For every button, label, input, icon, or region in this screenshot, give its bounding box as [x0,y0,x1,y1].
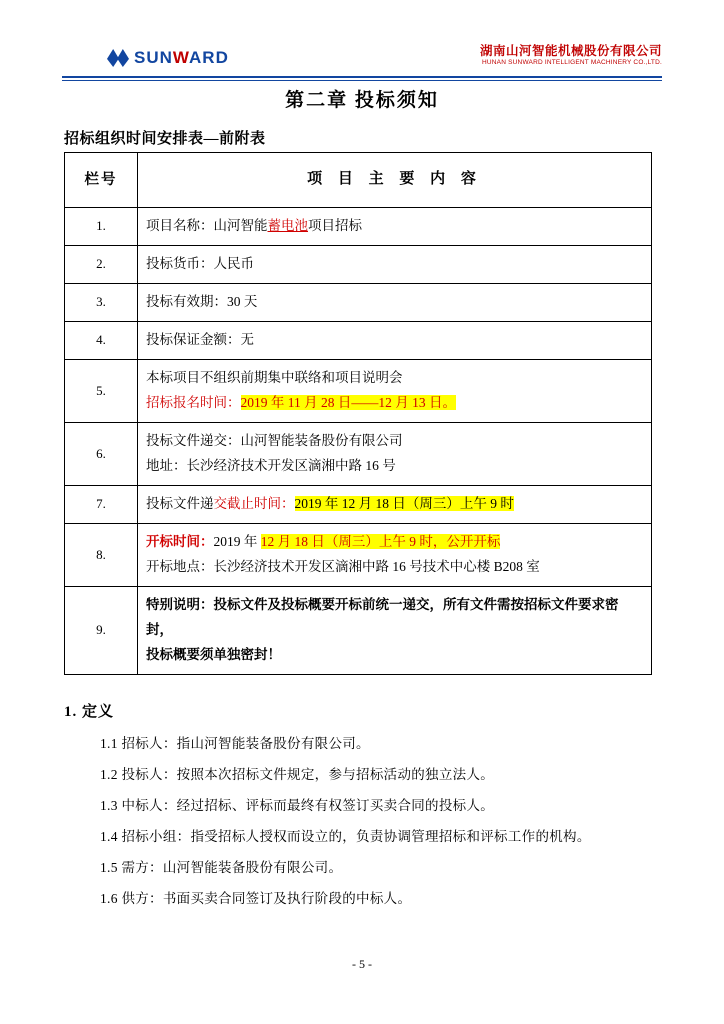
row-content [138,245,652,283]
text-segment: 2019 年 12 月 18 日（周三）上午 9 时 [294,495,514,511]
definition-item: 1.1 招标人：指山河智能装备股份有限公司。 [100,736,370,751]
text-segment: 投标文件递 [146,495,214,511]
section-title: 招标组织时间安排表—前附表 [64,131,266,147]
company-name-cn: 湖南山河智能机械股份有限公司 [479,44,662,58]
row-number: 6. [65,422,138,485]
table-row [65,208,652,246]
logo-text-mid: W [172,48,190,67]
page-title: 第二章 投标须知 [285,90,439,111]
row-content-line [146,492,643,517]
row-content [138,485,652,523]
table-row [65,485,652,523]
text-segment: 项目名称：山河智能 [146,218,268,233]
row-content [138,208,652,246]
definitions-list [100,728,660,914]
row-content-line [146,290,643,315]
table-row [65,359,652,422]
row-content-line [146,643,643,668]
sunward-logo [107,48,229,68]
company-name-block [480,44,662,67]
definition-item: 1.6 供方：书面买卖合同签订及执行阶段的中标人。 [100,891,412,907]
row-content [138,422,652,485]
logo-wordmark [134,48,229,68]
row-content [138,523,652,586]
row-content [138,321,652,359]
row-content-line [146,593,643,643]
logo-text-left: SUN [134,48,173,67]
row-content-line [146,429,643,454]
row-content [138,586,652,674]
column-header-content: 项 目 主 要 内 容 [138,153,652,208]
text-segment: 投标保证金额：无 [146,331,254,347]
row-number: 3. [65,283,138,321]
table-row [65,523,652,586]
definition-item: 1.5 需方：山河智能装备股份有限公司。 [100,860,343,876]
schedule-table [64,152,652,675]
row-content-line [146,252,643,277]
row-number: 8. [65,523,138,586]
text-segment: 蓄电池 [267,218,308,233]
text-segment: 投标概要须单独密封！ [146,646,281,662]
text-segment: 投标货币：人民币 [146,255,254,271]
row-content-line [146,391,643,416]
table-row [65,586,652,674]
row-number: 5. [65,359,138,422]
table-row [65,283,652,321]
text-segment: 本标项目不组织前期集中联络和项目说明会 [146,369,403,385]
definitions-heading: 1. 定义 [64,704,115,720]
definition-item: 1.3 中标人：经过招标、评标而最终有权签订买卖合同的投标人。 [100,798,495,814]
text-segment: 招标报名时间： [146,394,241,410]
table-row [65,245,652,283]
company-name-en: HUNAN SUNWARD INTELLIGENT MACHINERY CO.,LTD. [482,59,662,67]
row-content [138,283,652,321]
text-segment: 12 月 18 日（周三）上午 9 时，公开开标 [260,533,501,549]
text-segment: 特别说明：投标文件及投标概要开标前统一递交，所有文件需按招标文件要求密封， [146,596,619,637]
sunward-logo-icon [107,49,129,67]
row-content-line [146,555,643,580]
definition-item: 1.4 招标小组：指受招标人授权而设立的，负责协调管理招标和评标工作的机构。 [100,829,591,845]
header-divider [62,76,662,78]
text-segment: 2019 年 11 月 28 日——12 月 13 日。 [240,394,456,410]
row-content [138,359,652,422]
row-content-line [146,328,643,353]
text-segment: 投标文件递交：山河智能装备股份有限公司 [146,432,403,448]
row-content-line [146,214,643,239]
page-header [62,44,662,78]
row-number: 7. [65,485,138,523]
text-segment: 2019 年 [213,533,261,549]
table-row [65,422,652,485]
definition-item: 1.2 投标人：按照本次招标文件规定，参与招标活动的独立法人。 [100,767,495,783]
text-segment: 开标时间： [146,533,214,549]
text-segment: 交截止时间： [213,495,295,511]
text-segment: 项目招标 [308,218,362,233]
table-header-row [65,153,652,208]
row-content-line [146,530,643,555]
column-header-num: 栏号 [65,153,138,208]
schedule-table-body [65,153,652,675]
row-number: 2. [65,245,138,283]
page-number: - 5 - [352,957,372,971]
logo-text-right: ARD [189,48,229,67]
row-number: 4. [65,321,138,359]
table-row [65,321,652,359]
row-content-line [146,454,643,479]
row-number: 9. [65,586,138,674]
row-content-line [146,366,643,391]
row-number: 1. [65,208,138,246]
text-segment: 开标地点：长沙经济技术开发区滴湘中路 16 号技术中心楼 B208 室 [146,558,540,574]
text-segment: 地址：长沙经济技术开发区滴湘中路 16 号 [146,457,396,473]
text-segment: 投标有效期：30 天 [146,293,258,309]
